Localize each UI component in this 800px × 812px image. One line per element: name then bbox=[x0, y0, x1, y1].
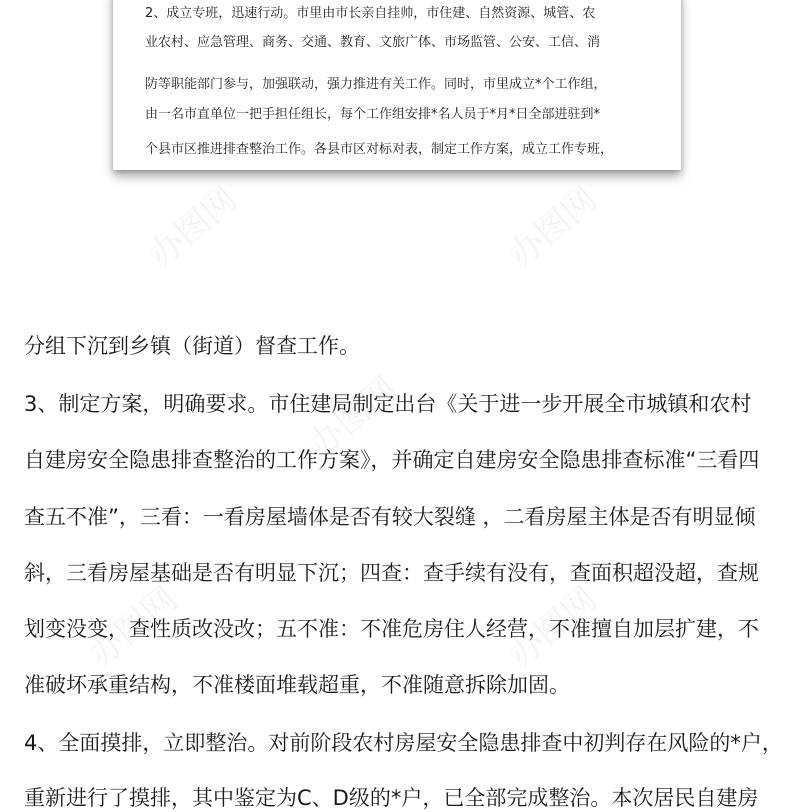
preview-line: 由一名市直单位一把手担任组长，每个工作组安排*名人员于*月*日全部进驻到* bbox=[145, 107, 601, 122]
watermark: 办图网 bbox=[81, 579, 186, 676]
body-line: 4、全面摸排，立即整治。对前阶段农村房屋安全隐患排查中初判存在风险的*户， bbox=[24, 731, 783, 755]
body-line: 斜，三看房屋基础是否有明显下沉；四查：查手续有没有，查面积超没超，查规 bbox=[24, 561, 759, 585]
body-line: 划变没变，查性质改没改；五不准：不准危房住人经营，不准擅自加层扩建，不 bbox=[24, 617, 759, 641]
watermark: 办图网 bbox=[301, 369, 406, 466]
preview-line: 业农村、应急管理、商务、交通、教育、文旅广体、市场监管、公安、工信、消 bbox=[145, 35, 601, 50]
body-line: 准破坏承重结构，不准楼面堆载超重，不准随意拆除加固。 bbox=[24, 673, 570, 697]
watermark: 办图网 bbox=[501, 579, 606, 676]
watermark: 办图网 bbox=[501, 179, 606, 276]
preview-line: 防等职能部门参与，加强联动，强力推进有关工作。同时，市里成立*个工作组， bbox=[145, 77, 607, 92]
preview-line: 个县市区推进排查整治工作。各县市区对标对表，制定工作方案，成立工作专班， bbox=[145, 142, 614, 157]
body-line: 自建房安全隐患排查整治的工作方案》，并确定自建房安全隐患排查标准“三看四 bbox=[24, 448, 760, 472]
body-line: 分组下沉到乡镇（街道）督查工作。 bbox=[24, 334, 360, 358]
body-line: 重新进行了摸排，其中鉴定为C、D级的*户，已全部完成整治。本次居民自建房 bbox=[24, 786, 759, 810]
body-line: 查五不准”，三看：一看房屋墙体是否有较大裂缝 ，二看房屋主体是否有明显倾 bbox=[24, 505, 756, 529]
preview-line: 2、成立专班，迅速行动。市里由市长亲自挂帅，市住建、自然资源、城管、农 bbox=[145, 6, 596, 21]
document-preview-card bbox=[113, 0, 681, 170]
body-line: 3、制定方案，明确要求。市住建局制定出台《关于进一步开展全市城镇和农村 bbox=[24, 392, 752, 416]
watermark: 办图网 bbox=[141, 179, 246, 276]
